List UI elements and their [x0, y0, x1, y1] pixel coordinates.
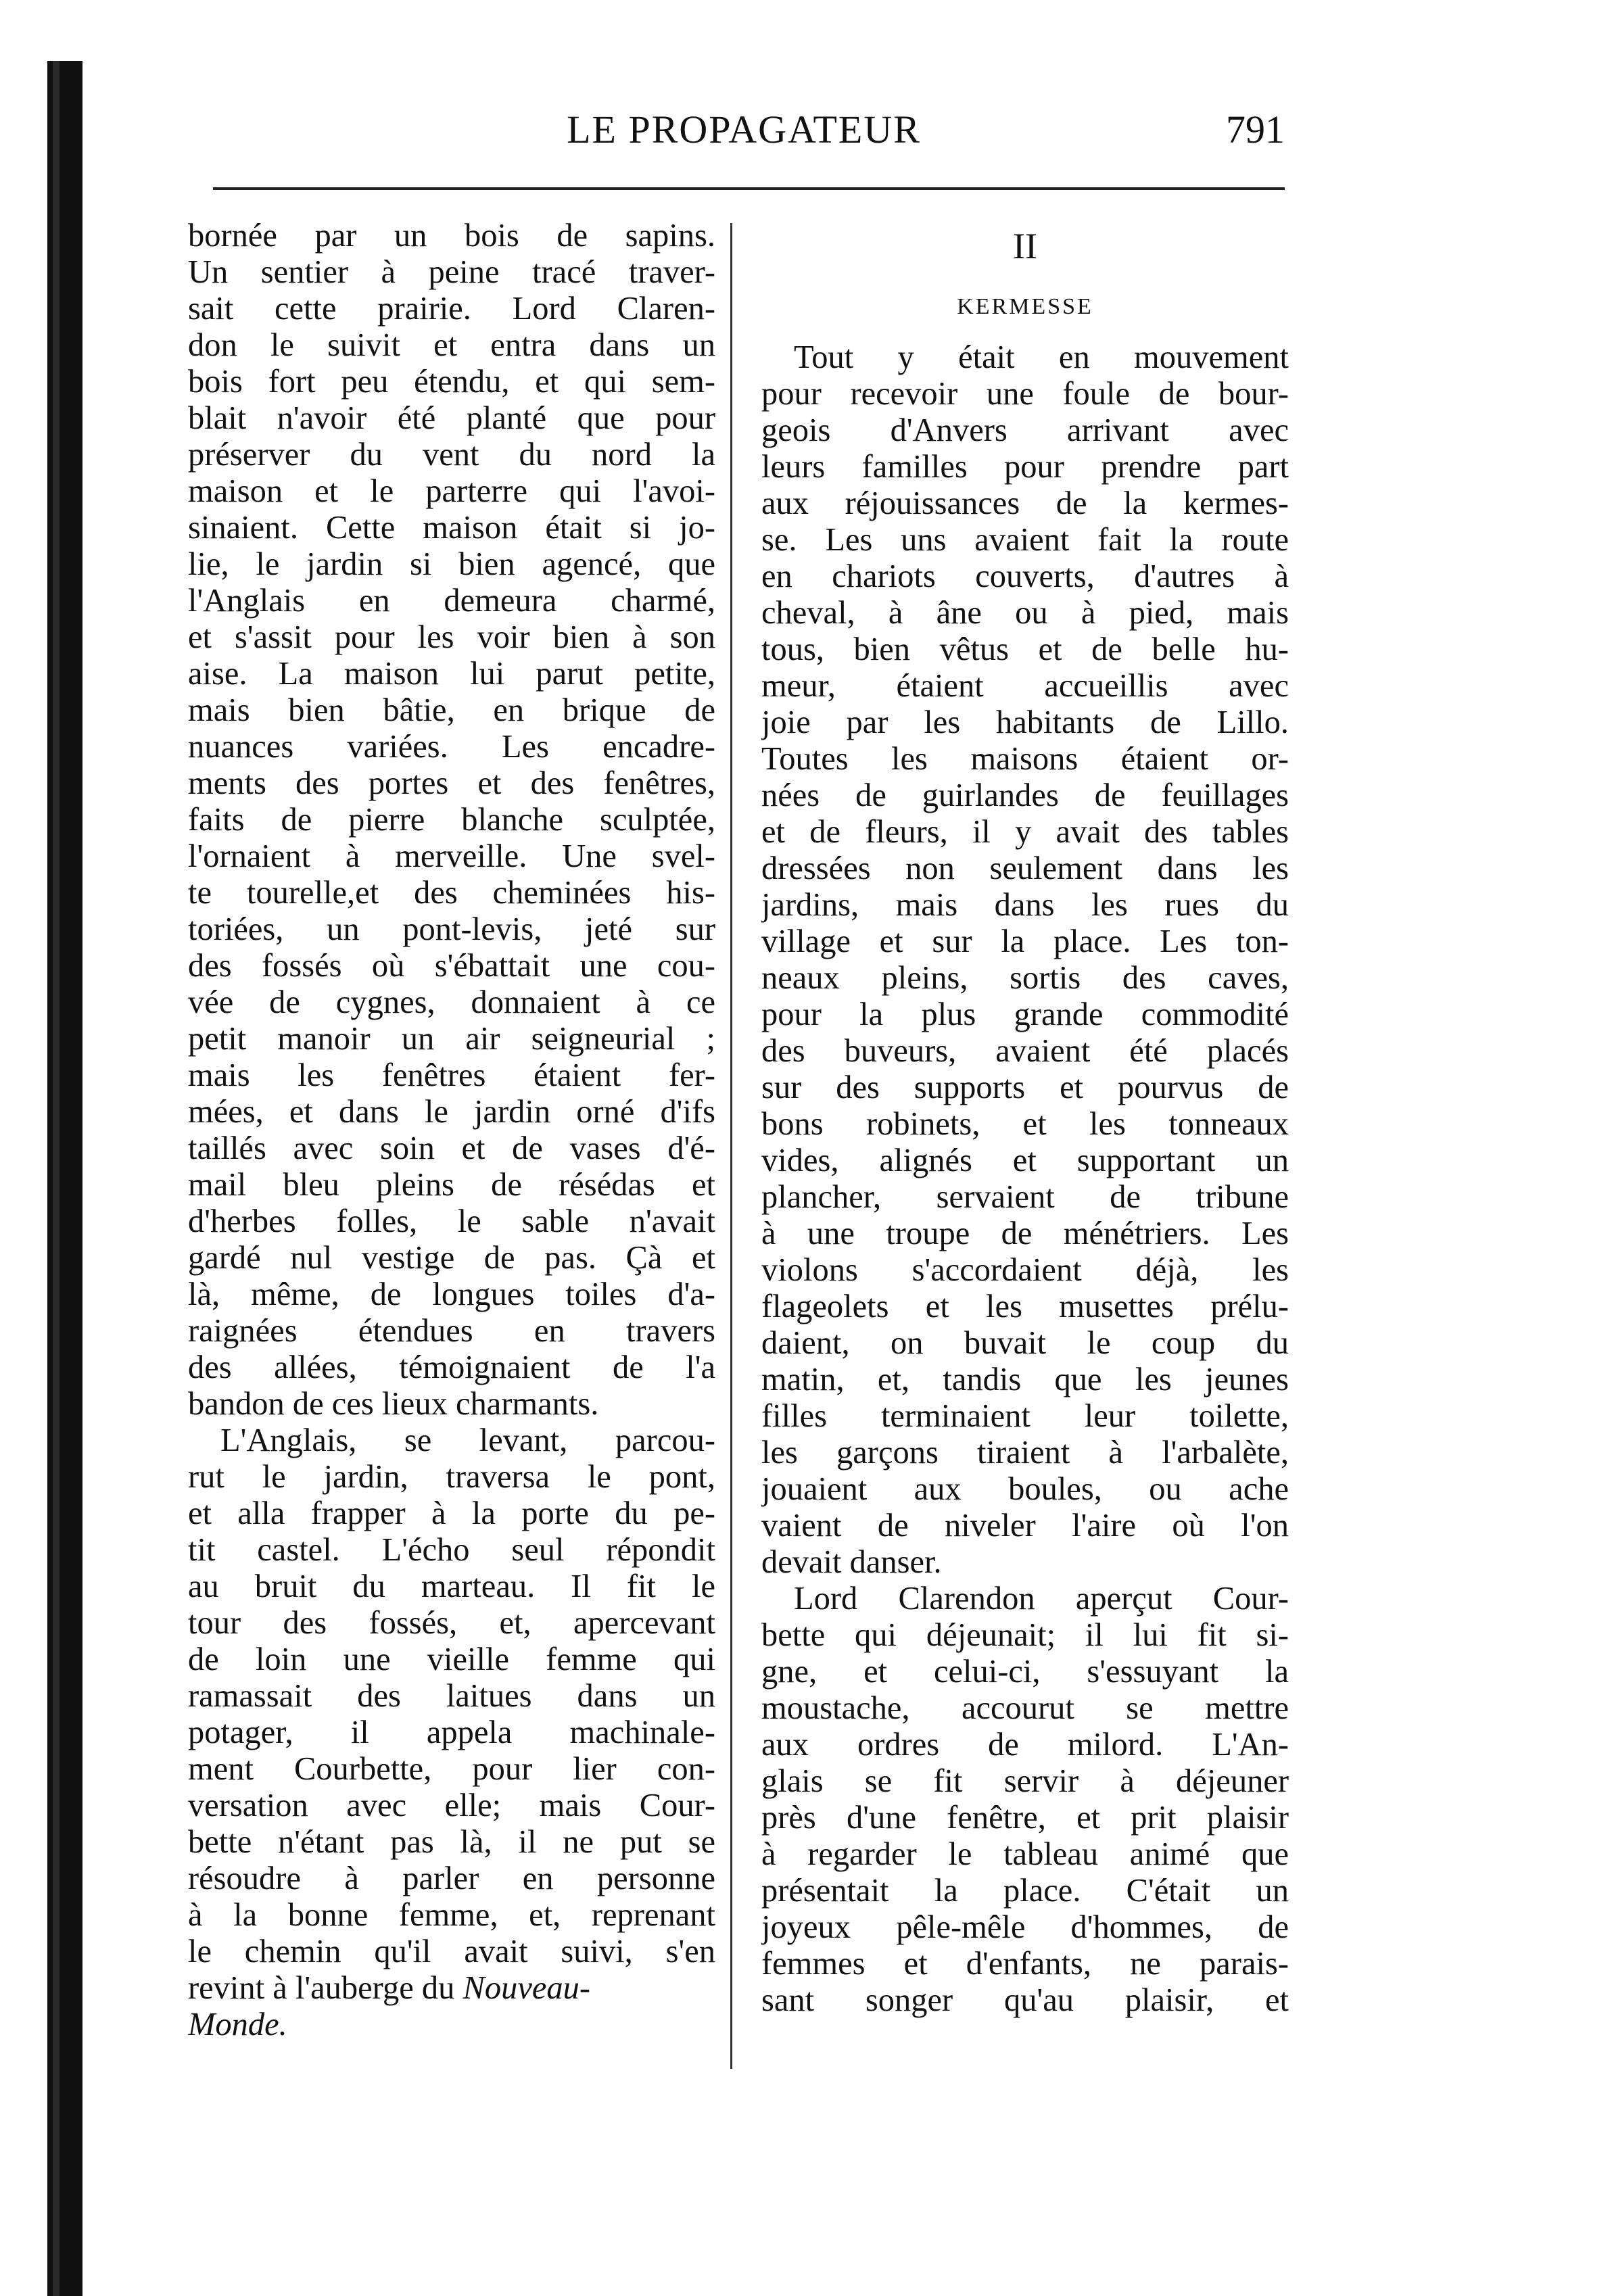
text-line: sait cette prairie. Lord Claren-	[188, 291, 715, 327]
text-line: nuances variées. Les encadre-	[188, 729, 715, 765]
text-line: les garçons tiraient à l'arbalète,	[761, 1435, 1289, 1470]
text-line: ment Courbette, pour lier con-	[188, 1751, 715, 1787]
text-line: sinaient. Cette maison était si jo-	[188, 510, 715, 546]
text-line: toriées, un pont-levis, jeté sur	[188, 911, 715, 947]
text-line: potager, il appela machinale-	[188, 1715, 715, 1750]
text-line: L'Anglais, se levant, parcou-	[220, 1422, 715, 1458]
text-line: en chariots couverts, d'autres à	[761, 558, 1289, 594]
text-line: préserver du vent du nord la	[188, 437, 715, 473]
text-line: vée de cygnes, donnaient à ce	[188, 984, 715, 1020]
text-line: de loin une vieille femme qui	[188, 1642, 715, 1677]
text-line: pour recevoir une foule de bour-	[761, 376, 1289, 412]
text-line: taillés avec soin et de vases d'é-	[188, 1130, 715, 1166]
text-line: bandon de ces lieux charmants.	[188, 1386, 599, 1422]
text-line: aux ordres de milord. L'An-	[761, 1727, 1289, 1763]
header-rule	[213, 187, 1285, 190]
text-line: joyeux pêle-mêle d'hommes, de	[761, 1909, 1289, 1945]
italic-segment: Nouveau-	[463, 1970, 591, 2006]
text-line: sur des supports et pourvus de	[761, 1070, 1289, 1105]
text-line: mais bien bâtie, en brique de	[188, 692, 715, 728]
left-column	[188, 218, 715, 2043]
text-line: bette qui déjeunait; il lui fit si-	[761, 1617, 1289, 1653]
text-line: des allées, témoignaient de l'a	[188, 1349, 715, 1385]
scan-edge-bar	[47, 61, 82, 2296]
text-line: violons s'accordaient déjà, les	[761, 1252, 1289, 1288]
text-line: l'ornaient à merveille. Une svel-	[188, 838, 715, 874]
text-line: don le suivit et entra dans un	[188, 327, 715, 363]
text-line: Un sentier à peine tracé traver-	[188, 254, 715, 290]
text-line: et de fleurs, il y avait des tables	[761, 814, 1289, 850]
text-line: plancher, servaient de tribune	[761, 1179, 1289, 1215]
text-line: d'herbes folles, le sable n'avait	[188, 1203, 715, 1239]
text-line: à une troupe de ménétriers. Les	[761, 1216, 1289, 1251]
text-line: filles terminaient leur toilette,	[761, 1398, 1289, 1434]
text-line: geois d'Anvers arrivant avec	[761, 412, 1289, 448]
text-line: près d'une fenêtre, et prit plaisir	[761, 1800, 1289, 1836]
text-line: jouaient aux boules, ou ache	[761, 1471, 1289, 1507]
running-head	[203, 107, 1285, 161]
section-title: KERMESSE	[957, 294, 1093, 319]
text-line: tit castel. L'écho seul répondit	[188, 1532, 715, 1568]
text-line: petit manoir un air seigneurial ;	[188, 1021, 715, 1057]
text-line: gardé nul vestige de pas. Çà et	[188, 1240, 715, 1276]
text-line: mail bleu pleins de résédas et	[188, 1167, 715, 1203]
text-line: raignées étendues en travers	[188, 1313, 715, 1349]
text-line: mées, et dans le jardin orné d'ifs	[188, 1094, 715, 1130]
text-line: moustache, accourut se mettre	[761, 1690, 1289, 1726]
text-line: Toutes les maisons étaient or-	[761, 741, 1289, 777]
text-line: te tourelle,et des cheminées his-	[188, 875, 715, 911]
text-line: blait n'avoir été planté que pour	[188, 400, 715, 436]
text-line: pour la plus grande commodité	[761, 997, 1289, 1032]
text-line: gne, et celui-ci, s'essuyant la	[761, 1654, 1289, 1690]
text-line: bornée par un bois de sapins.	[188, 218, 715, 254]
text-line: le chemin qu'il avait suivi, s'en	[188, 1934, 715, 1969]
text-line: tous, bien vêtus et de belle hu-	[761, 631, 1289, 667]
text-line: cheval, à âne ou à pied, mais	[761, 595, 1289, 631]
text-line: là, même, de longues toiles d'a-	[188, 1276, 715, 1312]
text-line: Tout y était en mouvement	[794, 339, 1289, 375]
text-line: mais les fenêtres étaient fer-	[188, 1057, 715, 1093]
text-line: ramassait des laitues dans un	[188, 1678, 715, 1714]
text-line: sant songer qu'au plaisir, et	[761, 1982, 1289, 2018]
text-line: leurs familles pour prendre part	[761, 449, 1289, 485]
text-line: et s'assit pour les voir bien à son	[188, 619, 715, 655]
text-line: daient, on buvait le coup du	[761, 1325, 1289, 1361]
text-line: lie, le jardin si bien agencé, que	[188, 546, 715, 582]
text-line: joie par les habitants de Lillo.	[761, 704, 1289, 740]
text-line: rut le jardin, traversa le pont,	[188, 1459, 715, 1495]
text-line: aise. La maison lui parut petite,	[188, 656, 715, 692]
text-line: tour des fossés, et, apercevant	[188, 1605, 715, 1641]
text-line: versation avec elle; mais Cour-	[188, 1788, 715, 1823]
text-line: maison et le parterre qui l'avoi-	[188, 473, 715, 509]
text-line: bons robinets, et les tonneaux	[761, 1106, 1289, 1142]
text-line: matin, et, tandis que les jeunes	[761, 1362, 1289, 1397]
text-line: jardins, mais dans les rues du	[761, 887, 1289, 923]
text-line: glais se fit servir à déjeuner	[761, 1763, 1289, 1799]
text-line: et alla frapper à la porte du pe-	[188, 1496, 715, 1531]
text-line: faits de pierre blanche sculptée,	[188, 802, 715, 838]
text-line: l'Anglais en demeura charmé,	[188, 583, 715, 619]
section-number: II	[1013, 226, 1037, 266]
page-number: 791	[1226, 107, 1285, 151]
text-line: aux réjouissances de la kermes-	[761, 485, 1289, 521]
text-line: dressées non seulement dans les	[761, 851, 1289, 886]
text-line: neaux pleins, sortis des caves,	[761, 960, 1289, 996]
text-line: se. Les uns avaient fait la route	[761, 522, 1289, 558]
text-line: femmes et d'enfants, ne parais-	[761, 1946, 1289, 1982]
text-line: village et sur la place. Les ton-	[761, 924, 1289, 959]
text-segment: revint à l'auberge du	[188, 1970, 463, 2006]
text-line: ments des portes et des fenêtres,	[188, 765, 715, 801]
text-line: au bruit du marteau. Il fit le	[188, 1569, 715, 1604]
text-line: des buveurs, avaient été placés	[761, 1033, 1289, 1069]
text-line: nées de guirlandes de feuillages	[761, 778, 1289, 813]
right-column	[761, 218, 1289, 2019]
text-line: vaient de niveler l'aire où l'on	[761, 1508, 1289, 1544]
text-line: des fossés où s'ébattait une cou-	[188, 948, 715, 984]
text-line: meur, étaient accueillis avec	[761, 668, 1289, 704]
text-line: bois fort peu étendu, et qui sem-	[188, 364, 715, 400]
text-line: vides, alignés et supportant un	[761, 1143, 1289, 1178]
text-line: résoudre à parler en personne	[188, 1861, 715, 1896]
running-title: LE PROPAGATEUR	[567, 107, 921, 151]
text-line: Lord Clarendon aperçut Cour-	[794, 1581, 1289, 1617]
text-line: flageolets et les musettes prélu-	[761, 1289, 1289, 1324]
text-line	[188, 1970, 715, 2007]
text-line: bette n'étant pas là, il ne put se	[188, 1824, 715, 1860]
text-line: à la bonne femme, et, reprenant	[188, 1897, 715, 1933]
text-line: présentait la place. C'était un	[761, 1873, 1289, 1909]
column-divider	[730, 223, 732, 2069]
text-line: Monde.	[188, 2007, 287, 2042]
text-line: à regarder le tableau animé que	[761, 1836, 1289, 1872]
text-line: devait danser.	[761, 1544, 942, 1580]
